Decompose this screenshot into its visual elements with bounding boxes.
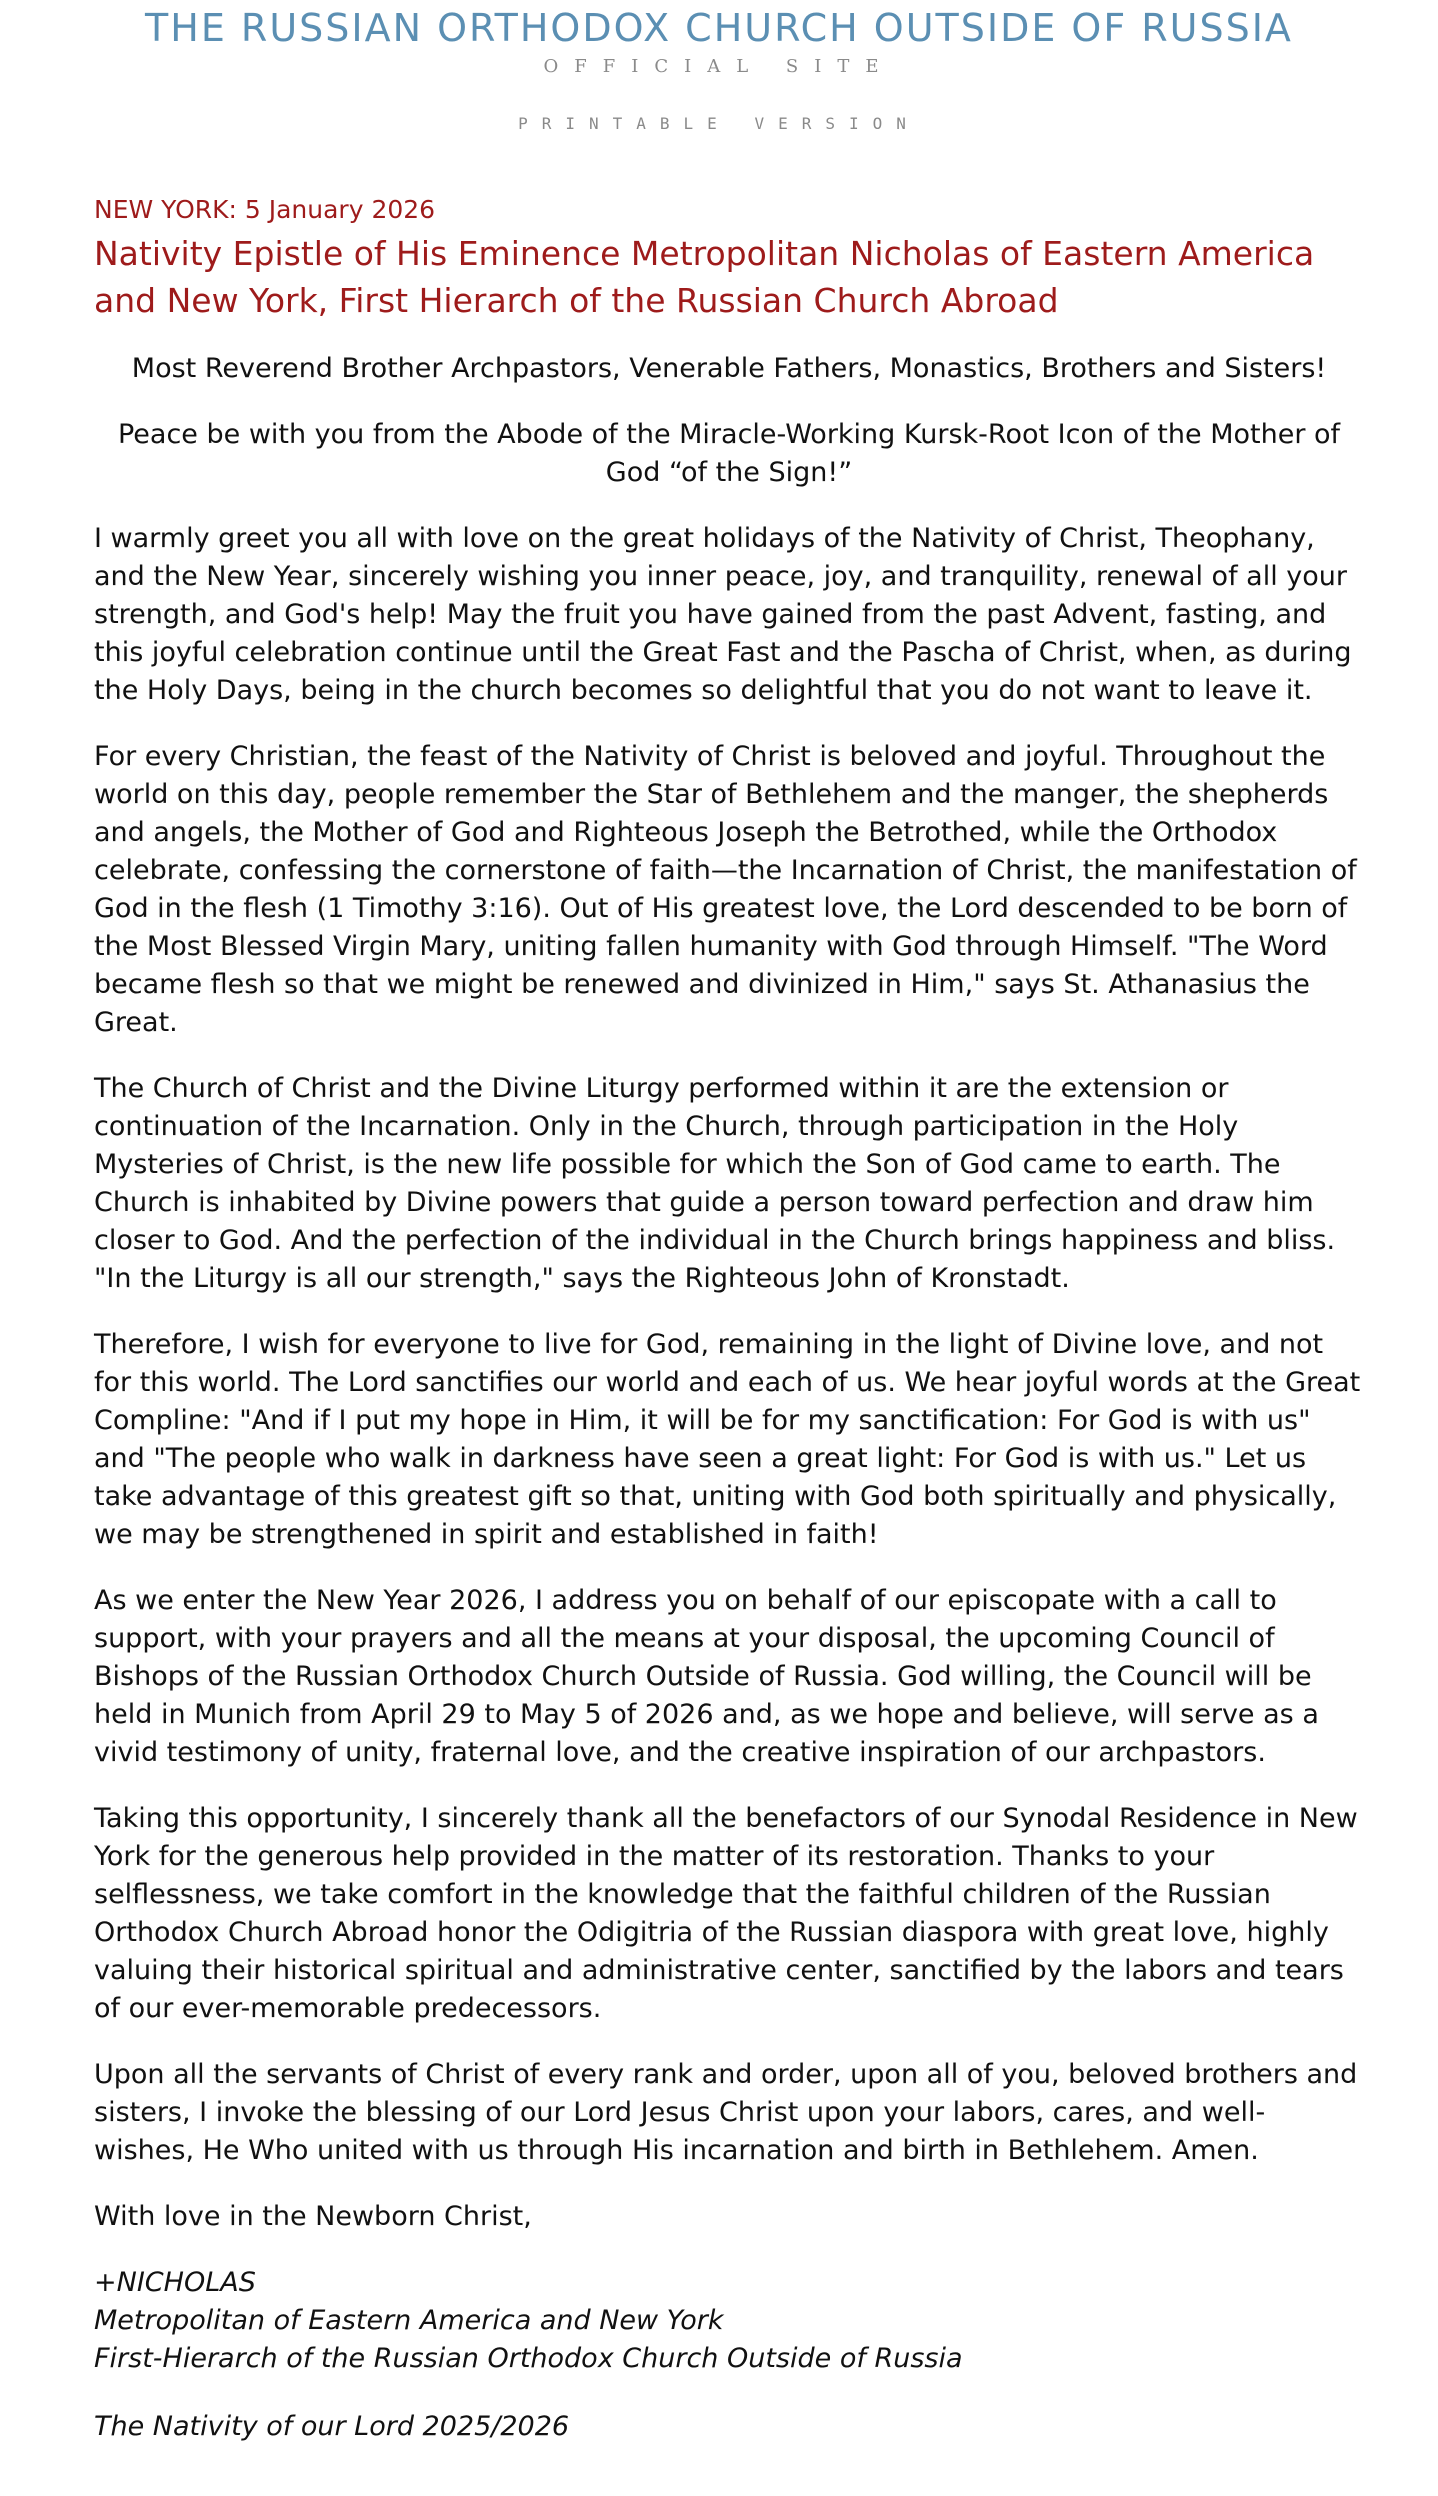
article-paragraph: As we enter the New Year 2026, I address you on behalf of our episcopate with a call to support, with your prayers and all the means at your disposal, the upcoming Council of Bishops of the Russian Orthodox Church Outside of Russia. God willing, the Council will be held in Munich from April 29 to May 5 of 2026 and, as we hope and believe, will serve as a vivid testimony of unity, fraternal love, and the creative inspiration of our archpastors. [94, 1585, 1319, 1768]
article-closing: With love in the Newborn Christ, [94, 2201, 532, 2232]
article-paragraph: Therefore, I wish for everyone to live for God, remaining in the light of Divine love, and not for this world. The Lord sanctifies our world and each of us. We hear joyful words at the Great Compline: "And if I put my hope in Him, it will be for my sanctification: For God is with us" and "The people who walk in darkness have seen a great light: For God is with us." Let us take advantage of this greatest gift so that, uniting with God both spiritually and physically, we may be strengthened in spirit and established in faith! [94, 1329, 1361, 1550]
signature-block [94, 2264, 1364, 2378]
article-greeting: Most Reverend Brother Archpastors, Venerable Fathers, Monastics, Brothers and Sisters! [131, 353, 1327, 384]
site-title[interactable]: THE RUSSIAN ORTHODOX CHURCH OUTSIDE OF RUSSIA [145, 6, 1293, 50]
article-paragraph: Upon all the servants of Christ of every rank and order, upon all of you, beloved brothers and sisters, I invoke the blessing of our Lord Jesus Christ upon your labors, cares, and well-wishes, He Who united with us through His incarnation and birth in Bethlehem. Amen. [94, 2059, 1358, 2166]
signature-title: Metropolitan of Eastern America and New York [94, 2305, 724, 2336]
printable-version-link[interactable]: PRINTABLE VERSION [518, 114, 920, 133]
article-paragraph: I warmly greet you all with love on the great holidays of the Nativity of Christ, Theophany, and the New Year, sincerely wishing you inner peace, joy, and tranquility, renewal of all your strength, and God's help! May the fruit you have gained from the past Advent, fasting, and this joyful celebration continue until the Great Fast and the Pascha of Christ, when, as during the Holy Days, being in the church becomes so delightful that you do not want to leave it. [94, 523, 1352, 706]
article [94, 192, 1364, 2446]
signature-name: +NICHOLAS [94, 2267, 256, 2298]
article-paragraph: Taking this opportunity, I sincerely thank all the benefactors of our Synodal Residence in New York for the generous help provided in the matter of its restoration. Thanks to your selflessness, we take comfort in the knowledge that the faithful children of the Russian Orthodox Church Abroad honor the Odigitria of the Russian diaspora with great love, highly valuing their historical spiritual and administrative center, sanctified by the labors and tears of our ever-memorable predecessors. [94, 1803, 1358, 2024]
signature-title: First-Hierarch of the Russian Orthodox Church Outside of Russia [94, 2343, 963, 2374]
article-headline: Nativity Epistle of His Eminence Metropolitan Nicholas of Eastern America and New York, First Hierarch of the Russian Church Abroad [94, 234, 1315, 320]
article-peace-greeting: Peace be with you from the Abode of the Miracle-Working Kursk-Root Icon of the Mother of God “of the Sign!” [117, 419, 1341, 488]
article-paragraph: For every Christian, the feast of the Nativity of Christ is beloved and joyful. Throughout the world on this day, people remember the Star of Bethlehem and the manger, the shepherds and angels, the Mother of God and Righteous Joseph the Betrothed, while the Orthodox celebrate, confessing the cornerstone of faith—the Incarnation of Christ, the manifestation of God in the flesh (1 Timothy 3:16). Out of His greatest love, the Lord descended to be born of the Most Blessed Virgin Mary, uniting fallen humanity with God through Himself. "The Word became flesh so that we might be renewed and divinized in Him," says St. Athanasius the Great. [94, 741, 1357, 1038]
site-subtitle: OFFICIAL SITE [543, 56, 895, 77]
article-paragraph: The Church of Christ and the Divine Liturgy performed within it are the extension or continuation of the Incarnation. Only in the Church, through participation in the Holy Mysteries of Christ, is the new life possible for which the Son of God came to earth. The Church is inhabited by Divine powers that guide a person toward perfection and draw him closer to God. And the perfection of the individual in the Church brings happiness and bliss. "In the Liturgy is all our strength," says the Righteous John of Kronstadt. [94, 1073, 1336, 1294]
date-signed: The Nativity of our Lord 2025/2026 [94, 2411, 570, 2442]
article-dateline: NEW YORK: 5 January 2026 [94, 195, 436, 224]
